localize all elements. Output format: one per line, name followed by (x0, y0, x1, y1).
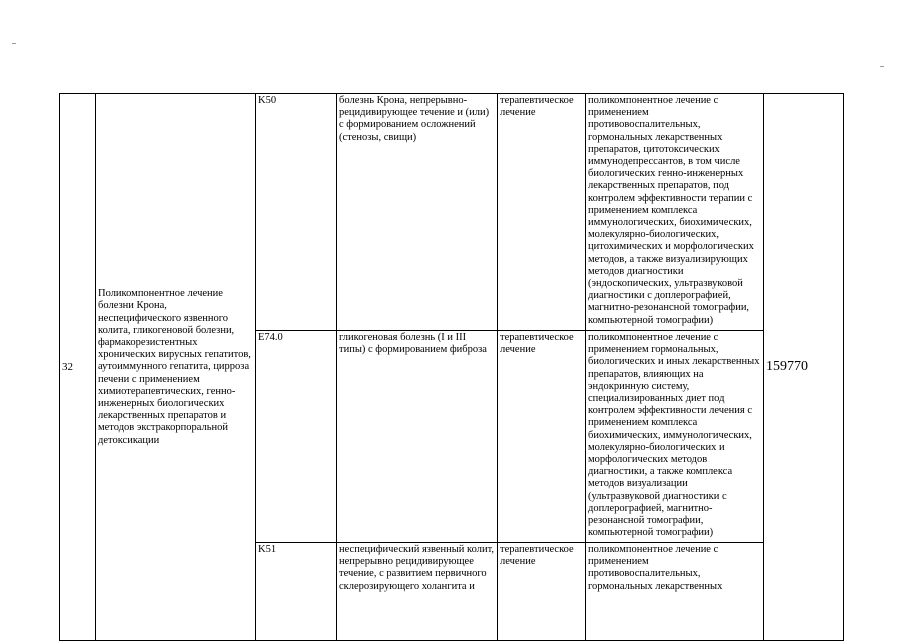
icd-code: E74.0 (258, 332, 283, 343)
patient-model: неспецифический язвенный колит, непрерывно рецидивирующее течение, с развитием первичного склерозирующего холангита и (339, 544, 495, 592)
treatment-type: терапевтическое лечение (500, 95, 574, 119)
treatment-method: поликомпонентное лечение с применением гормональных, биологических и иных лекарственных препаратов, влияющих на эндокринную систему, специализированных диет под контролем эффективности лечения с применением комплекса биохимических, иммунологических, молекулярно-биологических и морфологических методов диагностики, а также комплекса методов визуализации (ультразвуковой диагностики с доплерографией, магнитно- резонансной томографии, компьютерной томографии) (588, 332, 760, 539)
price-value: 159770 (766, 359, 808, 375)
icd-code-cell (256, 543, 337, 641)
treatment-type-cell (498, 331, 586, 543)
icd-code: K50 (258, 95, 277, 106)
medical-services-table (59, 93, 844, 641)
treatment-method-cell (586, 543, 764, 641)
treatment-type: терапевтическое лечение (500, 332, 574, 356)
treatment-type-cell (498, 543, 586, 641)
scan-mark-top (12, 43, 16, 44)
service-name-cell (96, 94, 256, 641)
patient-model: болезнь Крона, непрерывно- рецидивирующее течение и (или) с формированием осложнений (стенозы, свищи) (339, 95, 490, 143)
treatment-method: поликомпонентное лечение с применением противовоспалительных, гормональных лекарственных препаратов, цитотоксических иммунодепрессантов, в том числе биологических генно-инженерных лекарственных препаратов, под контролем эффективности терапии с применением комплекса иммунологических, биохимических, молекулярно-биологических, цитохимических и морфологических методов, а также визуализирующих методов диагностики (эндоскопических, ультразвуковой диагностики с доплерографией, магнитно-резонансной томографии, компьютерной томографии) (588, 95, 754, 326)
treatment-method-cell (586, 331, 764, 543)
table-row (60, 94, 844, 331)
icd-code: K51 (258, 544, 277, 555)
price-cell (764, 94, 844, 641)
row-number-cell (60, 94, 96, 641)
patient-model-cell (337, 543, 498, 641)
scan-mark-right (880, 66, 884, 67)
patient-model: гликогеновая болезнь (I и III типы) с формированием фиброза (339, 332, 487, 356)
patient-model-cell (337, 331, 498, 543)
service-name: Поликомпонентное лечение болезни Крона, неспецифического язвенного колита, гликогеновой болезни, фармакорезистентных хронических вирусных гепатитов, аутоиммунного гепатита, цирроза печени с применением химиотерапевтических, генно- инженерных биологических лекарственных препаратов и методов экстракорпоральной детоксикации (98, 288, 251, 446)
icd-code-cell (256, 94, 337, 331)
treatment-method: поликомпонентное лечение с применением противовоспалительных, гормональных лекарственных (588, 544, 723, 592)
icd-code-cell (256, 331, 337, 543)
row-number: 32 (62, 361, 73, 374)
treatment-type-cell (498, 94, 586, 331)
treatment-method-cell (586, 94, 764, 331)
patient-model-cell (337, 94, 498, 331)
treatment-type: терапевтическое лечение (500, 544, 574, 568)
